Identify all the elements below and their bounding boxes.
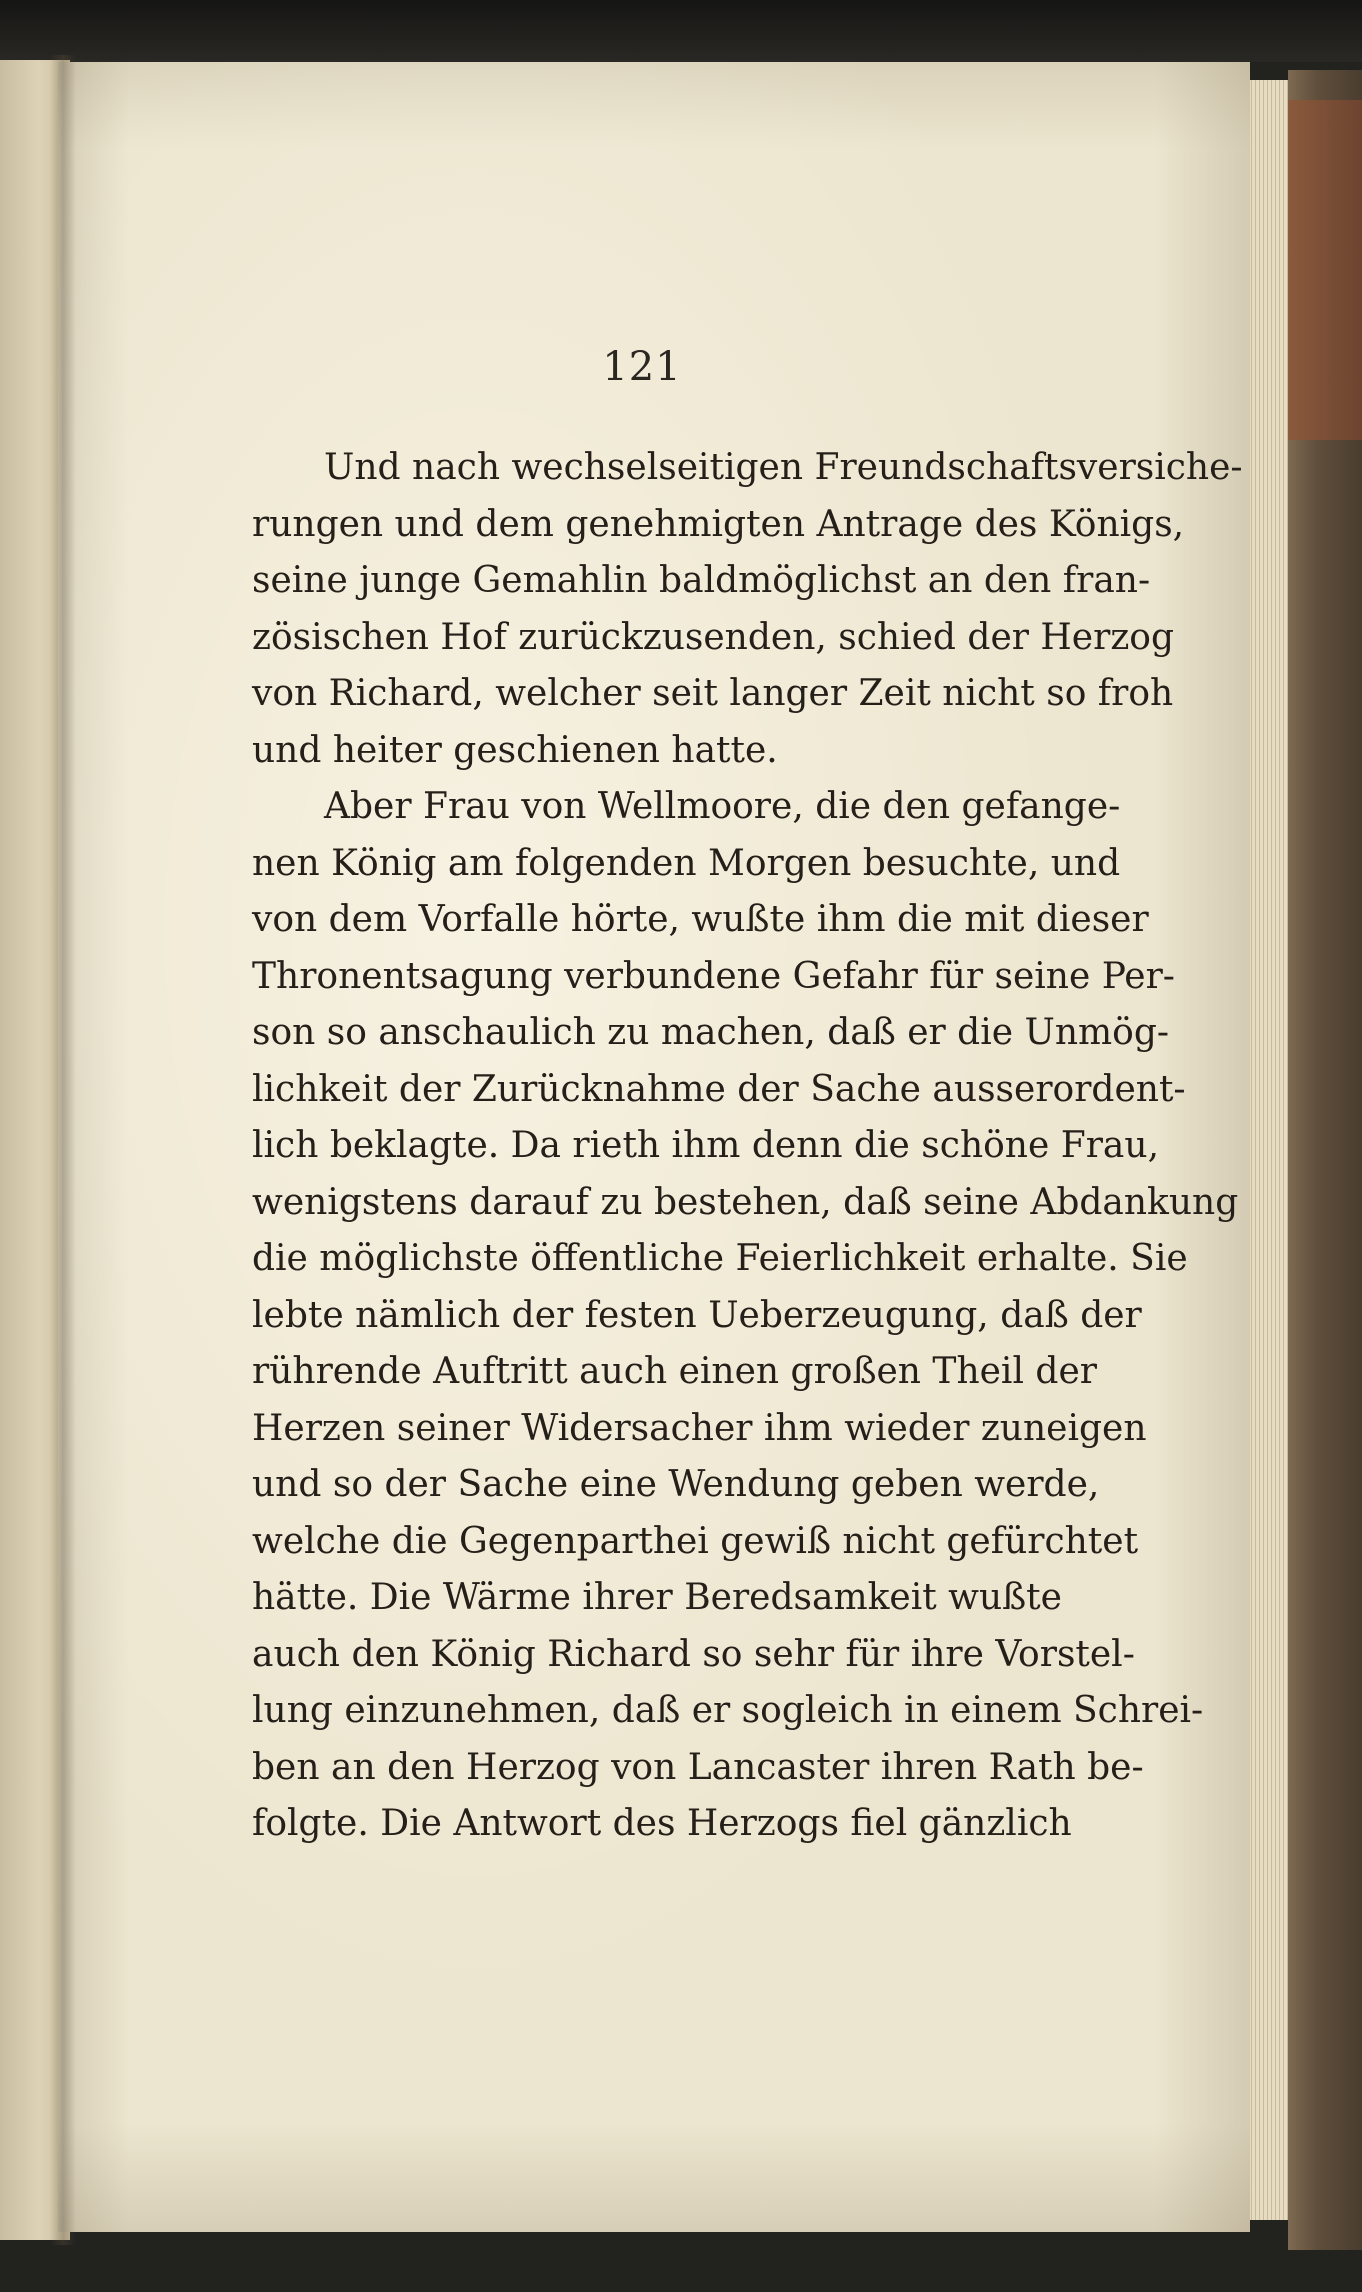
text-line: lebte nämlich der festen Ueberzeugung, daß der bbox=[252, 1294, 1142, 1336]
text-line: lung einzunehmen, daß er sogleich in einem Schrei- bbox=[252, 1690, 1204, 1731]
text-line: Herzen seiner Widersacher ihm wieder zuneigen bbox=[252, 1407, 1147, 1449]
page-gutter bbox=[50, 55, 76, 2245]
text-line: folgte. Die Antwort des Herzogs fiel gänzlich bbox=[252, 1803, 1072, 1844]
book-page bbox=[58, 62, 1250, 2232]
text-line: ben an den Herzog von Lancaster ihren Rath be- bbox=[252, 1746, 1144, 1788]
body-text bbox=[252, 440, 1243, 1853]
text-line: Und nach wechselseitigen Freundschaftsversiche- bbox=[324, 447, 1243, 488]
text-line: Thronentsagung verbundene Gefahr für seine Per- bbox=[252, 955, 1175, 997]
page-block-edge bbox=[1248, 80, 1288, 2220]
text-line: von dem Vorfalle hörte, wußte ihm die mit dieser bbox=[252, 899, 1149, 940]
text-line: wenigstens darauf zu bestehen, daß seine Abdankung bbox=[252, 1181, 1239, 1223]
text-line: lichkeit der Zurücknahme der Sache ausserordent- bbox=[252, 1068, 1186, 1110]
page-number: 121 bbox=[602, 344, 682, 390]
text-line: welche die Gegenparthei gewiß nicht gefürchtet bbox=[252, 1520, 1139, 1562]
text-line: zösischen Hof zurückzusenden, schied der Herzog bbox=[252, 616, 1175, 658]
text-line: seine junge Gemahlin baldmöglichst an den fran- bbox=[252, 560, 1151, 601]
book-cover-leather bbox=[1288, 100, 1362, 440]
text-line: die möglichste öffentliche Feierlichkeit erhalte. Sie bbox=[252, 1238, 1188, 1279]
text-line: hätte. Die Wärme ihrer Beredsamkeit wußte bbox=[252, 1577, 1062, 1618]
text-line: nen König am folgenden Morgen besuchte, und bbox=[252, 842, 1121, 884]
text-line: son so anschaulich zu machen, daß er die Unmög- bbox=[252, 1012, 1170, 1053]
text-line: rungen und dem genehmigten Antrage des Königs, bbox=[252, 503, 1185, 545]
scan-background-top bbox=[0, 0, 1362, 62]
text-line: Aber Frau von Wellmoore, die den gefange- bbox=[324, 786, 1121, 827]
text-line: auch den König Richard so sehr für ihre Vorstel- bbox=[252, 1633, 1135, 1675]
text-line: und heiter geschienen hatte. bbox=[252, 729, 778, 771]
text-line: von Richard, welcher seit langer Zeit nicht so froh bbox=[252, 673, 1174, 714]
text-line: lich beklagte. Da rieth ihm denn die schöne Frau, bbox=[252, 1125, 1160, 1166]
text-line: und so der Sache eine Wendung geben werde, bbox=[252, 1464, 1100, 1505]
text-line: rührende Auftritt auch einen großen Theil der bbox=[252, 1351, 1097, 1392]
